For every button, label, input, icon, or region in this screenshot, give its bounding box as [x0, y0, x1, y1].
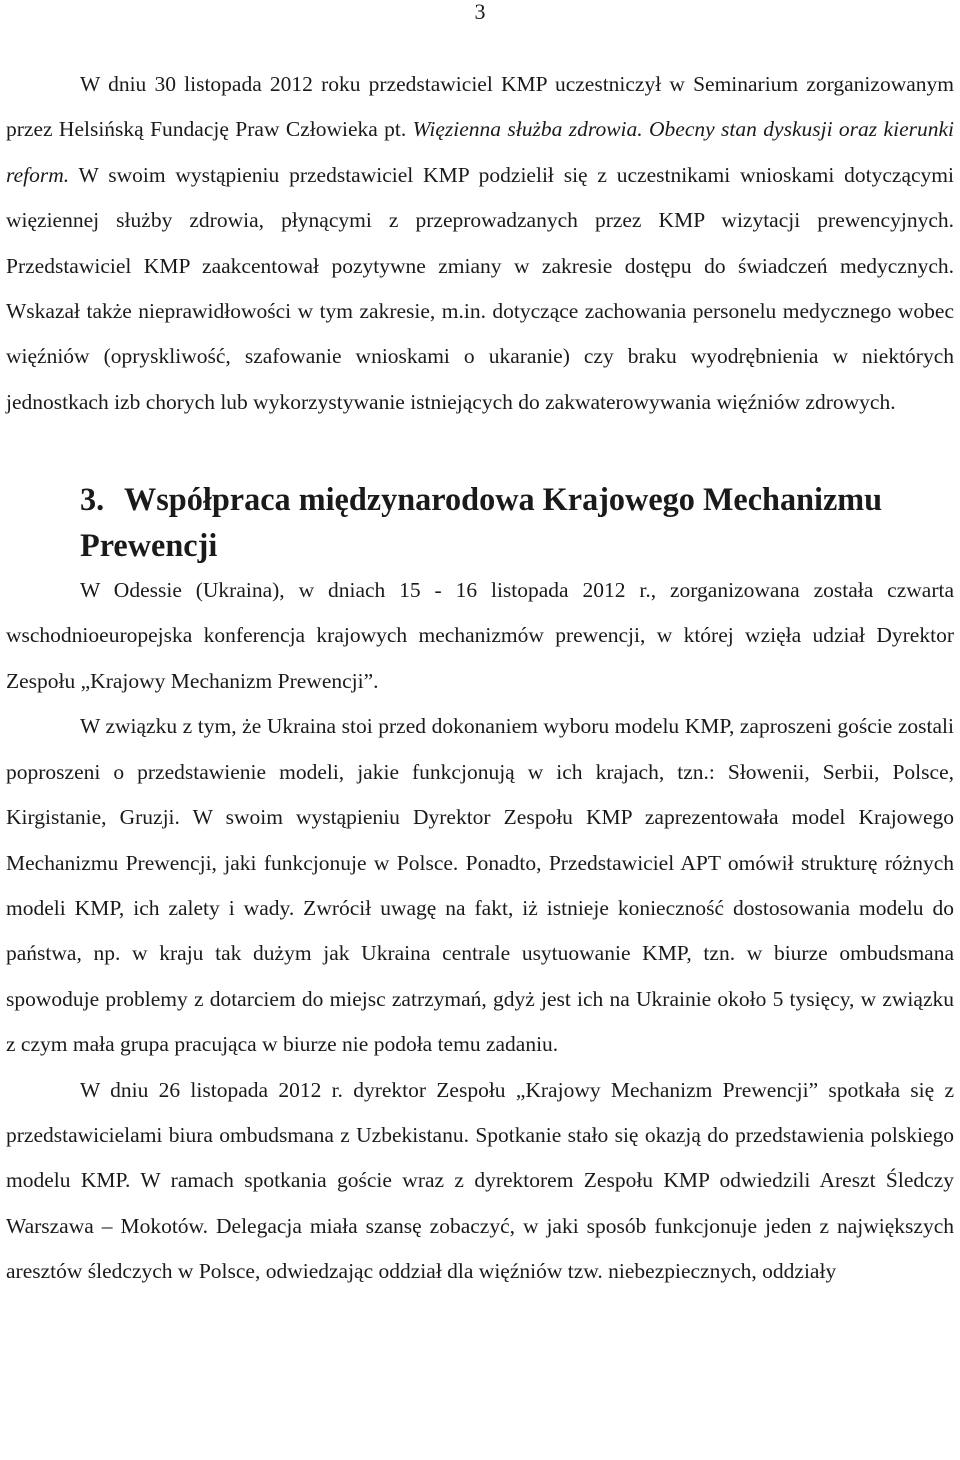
section-title: Współpraca międzynarodowa Krajowego Mechanizmu Prewencji — [80, 481, 883, 563]
paragraph-ukraine-model: W związku z tym, że Ukraina stoi przed dokonaniem wyboru modelu KMP, zaproszeni goście zostali poproszeni o przedstawienie modeli, jakie funkcjonują w ich krajach, tzn.: Słowenii, Serbii, Polsce, Kirgistanie, Gruzji. W swoim wystąpieniu Dyrektor Zespołu KMP zaprezentowała model Krajowego Mechanizmu Prewencji, jaki funkcjonuje w Polsce. Ponadto, Przedstawiciel APT omówił strukturę różnych modeli KMP, ich zalety i wady. Zwrócił uwagę na fakt, iż istnieje konieczność dostosowania modelu do państwa, np. w kraju tak dużym jak Ukraina centrale usytuowanie KMP, tzn. w biurze ombudsmana spowoduje problemy z dotarciem do miejsc zatrzymań, gdyż jest ich na Ukrainie około 5 tysięcy, w związku z czym mała grupa pracująca w biurze nie podoła temu zadaniu. — [6, 714, 954, 1057]
paragraph-seminar-text-a: W dniu 30 listopada 2012 roku przedstawiciel KMP uczestniczył w Seminarium zorganizowanym przez Helsińską Fundację Praw Człowieka pt. — [6, 72, 954, 142]
document-body — [6, 62, 954, 1295]
paragraph-seminar-text-b: W swoim wystąpieniu przedstawiciel KMP podzielił się z uczestnikami wnioskami dotyczącymi więziennej służby zdrowia, płynącymi z przeprowadzanych przez KMP wizytacji prewencyjnych. Przedstawiciel KMP zaakcentował pozytywne zmiany w zakresie dostępu do świadczeń medycznych. Wskazał także nieprawidłowości w tym zakresie, m.in. dotyczące zachowania personelu medycznego wobec więźniów (opryskliwość, szafowanie wnioskami o ukaranie) czy braku wyodrębnienia w niektórych jednostkach izb chorych lub wykorzystywanie istniejących do zakwaterowywania więźniów zdrowych. — [6, 162, 954, 414]
seminar-title: Więzienna służba zdrowia. Obecny stan dyskusji oraz kierunki reform. — [6, 117, 954, 187]
section-spacer — [6, 425, 954, 477]
paragraph-uzbekistan: W dniu 26 listopada 2012 r. dyrektor Zespołu „Krajowy Mechanizm Prewencji” spotkała się z przedstawicielami biura ombudsmana z Uzbekistanu. Spotkanie stało się okazją do przedstawienia polskiego modelu KMP. W ramach spotkania goście wraz z dyrektorem Zespołu KMP odwiedzili Areszt Śledczy Warszawa – Mokotów. Delegacja miała szansę zobaczyć, w jaki sposób funkcjonuje jeden z największych aresztów śledczych w Polsce, odwiedzając oddział dla więźniów tzw. niebezpiecznych, oddziały — [6, 1077, 954, 1284]
section-number: 3. — [80, 481, 105, 518]
section-heading — [6, 477, 954, 568]
page-number: 3 — [474, 0, 486, 24]
paragraph-seminar — [6, 62, 954, 425]
paragraph-odessa: W Odessie (Ukraina), w dniach 15 - 16 listopada 2012 r., zorganizowana została czwarta wschodnioeuropejska konferencja krajowych mechanizmów prewencji, w której wzięła udział Dyrektor Zespołu „Krajowy Mechanizm Prewencji”. — [6, 578, 954, 693]
